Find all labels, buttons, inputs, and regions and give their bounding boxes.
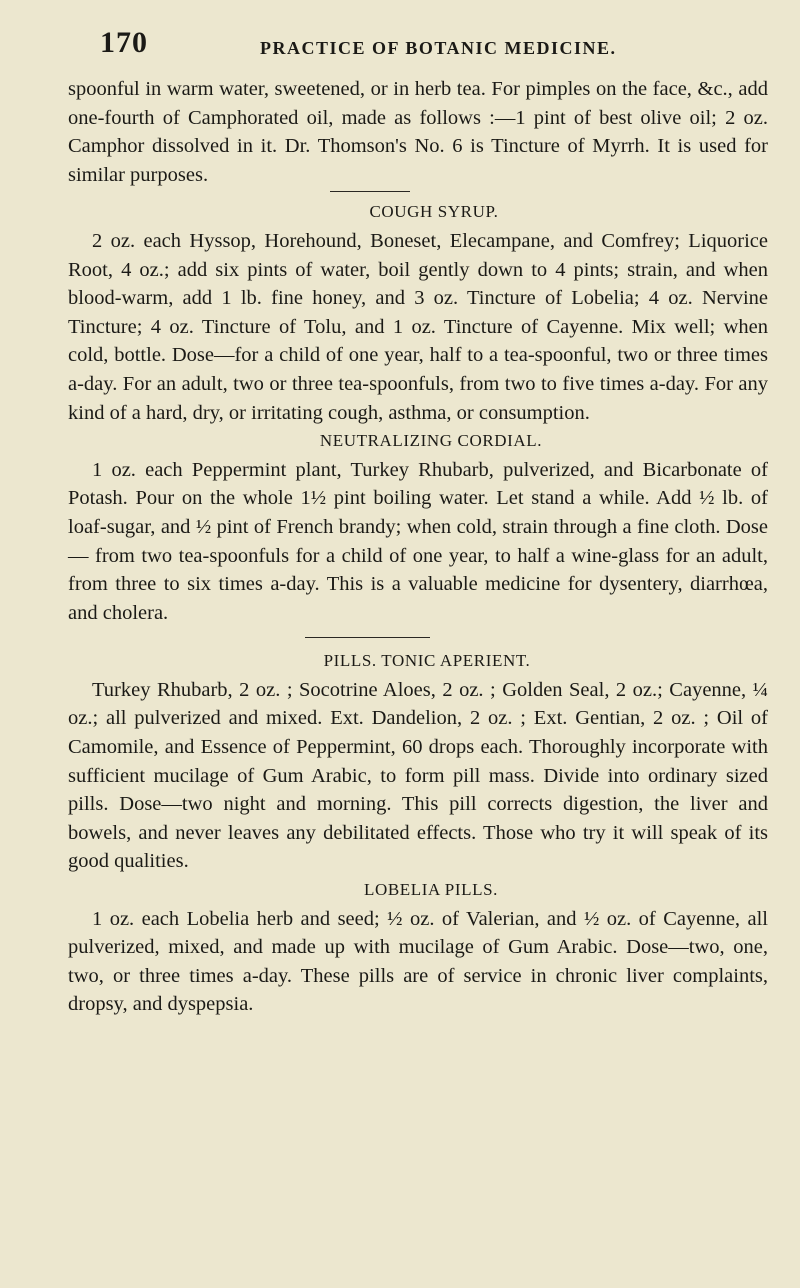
section-heading-cough-syrup: COUGH SYRUP.: [369, 202, 499, 222]
neutralizing-cordial-paragraph: 1 oz. each Peppermint plant, Turkey Rhubarb, pulverized, and Bicarbonate of Potash. Pour on the whole 1½ pint boiling water. Let stand a while. Add ½ lb. of loaf-sugar, and ½ pint of French brandy; when cold, strain through a fine cloth. Dose— from two tea-spoonfuls for a child of one year, to half a wine-glass for an adult, from three to six times a-day. This is a valuable medicine for dysentery, diarrhœa, and cholera.: [68, 458, 768, 624]
page-header: [100, 26, 760, 70]
section-divider: [330, 191, 410, 192]
section-heading-tonic-pills: PILLS. TONIC APERIENT.: [323, 651, 531, 671]
cough-syrup-paragraph: 2 oz. each Hyssop, Horehound, Boneset, Elecampane, and Comfrey; Liquorice Root, 4 oz.; add six pints of water, boil gently down to 4 pints; strain, and when blood-warm, add 1 lb. fine honey, and 3 oz. Tincture of Lobelia; 4 oz. Nervine Tincture; 4 oz. Tincture of Tolu, and 1 oz. Tincture of Cayenne. Mix well; when cold, bottle. Dose—for a child of one year, half to a tea-spoonful, two or three times a-day. For an adult, two or three tea-spoonfuls, from two to five times a-day. For any kind of a hard, dry, or irritating cough, asthma, or consumption.: [68, 229, 768, 424]
page-body: [68, 75, 768, 1019]
intro-paragraph: spoonful in warm water, sweetened, or in herb tea. For pimples on the face, &c., add one-fourth of Camphorated oil, made as follows :—1 pint of best olive oil; 2 oz. Camphor dissolved in it. Dr. Thomson's No. 6 is Tincture of Myrrh. It is used for similar purposes.: [68, 78, 768, 186]
page-number: 170: [100, 26, 148, 59]
running-head: PRACTICE OF BOTANIC MEDICINE.: [260, 38, 617, 58]
section-heading-lobelia-pills: LOBELIA PILLS.: [363, 880, 498, 900]
section-divider: [305, 637, 430, 638]
section-heading-neutralizing-cordial: NEUTRALIZING CORDIAL.: [319, 431, 543, 451]
tonic-pills-paragraph: Turkey Rhubarb, 2 oz. ; Socotrine Aloes, 2 oz. ; Golden Seal, 2 oz.; Cayenne, ¼ oz.; all pulverized and mixed. Ext. Dandelion, 2 oz. ; Ext. Gentian, 2 oz. ; Oil of Camomile, and Essence of Peppermint, 60 drops each. Thoroughly incorporate with sufficient mucilage of Gum Arabic, to form pill mass. Divide into ordinary sized pills. Dose—two night and morning. This pill corrects digestion, the liver and bowels, and never leaves any debilitated effects. Those who try it will speak of its good qualities.: [68, 678, 768, 873]
lobelia-pills-paragraph: 1 oz. each Lobelia herb and seed; ½ oz. of Valerian, and ½ oz. of Cayenne, all pulverized, mixed, and made up with mucilage of Gum Arabic. Dose—two, one, two, or three times a-day. These pills are of service in chronic liver complaints, dropsy, and dyspepsia.: [68, 907, 768, 1016]
